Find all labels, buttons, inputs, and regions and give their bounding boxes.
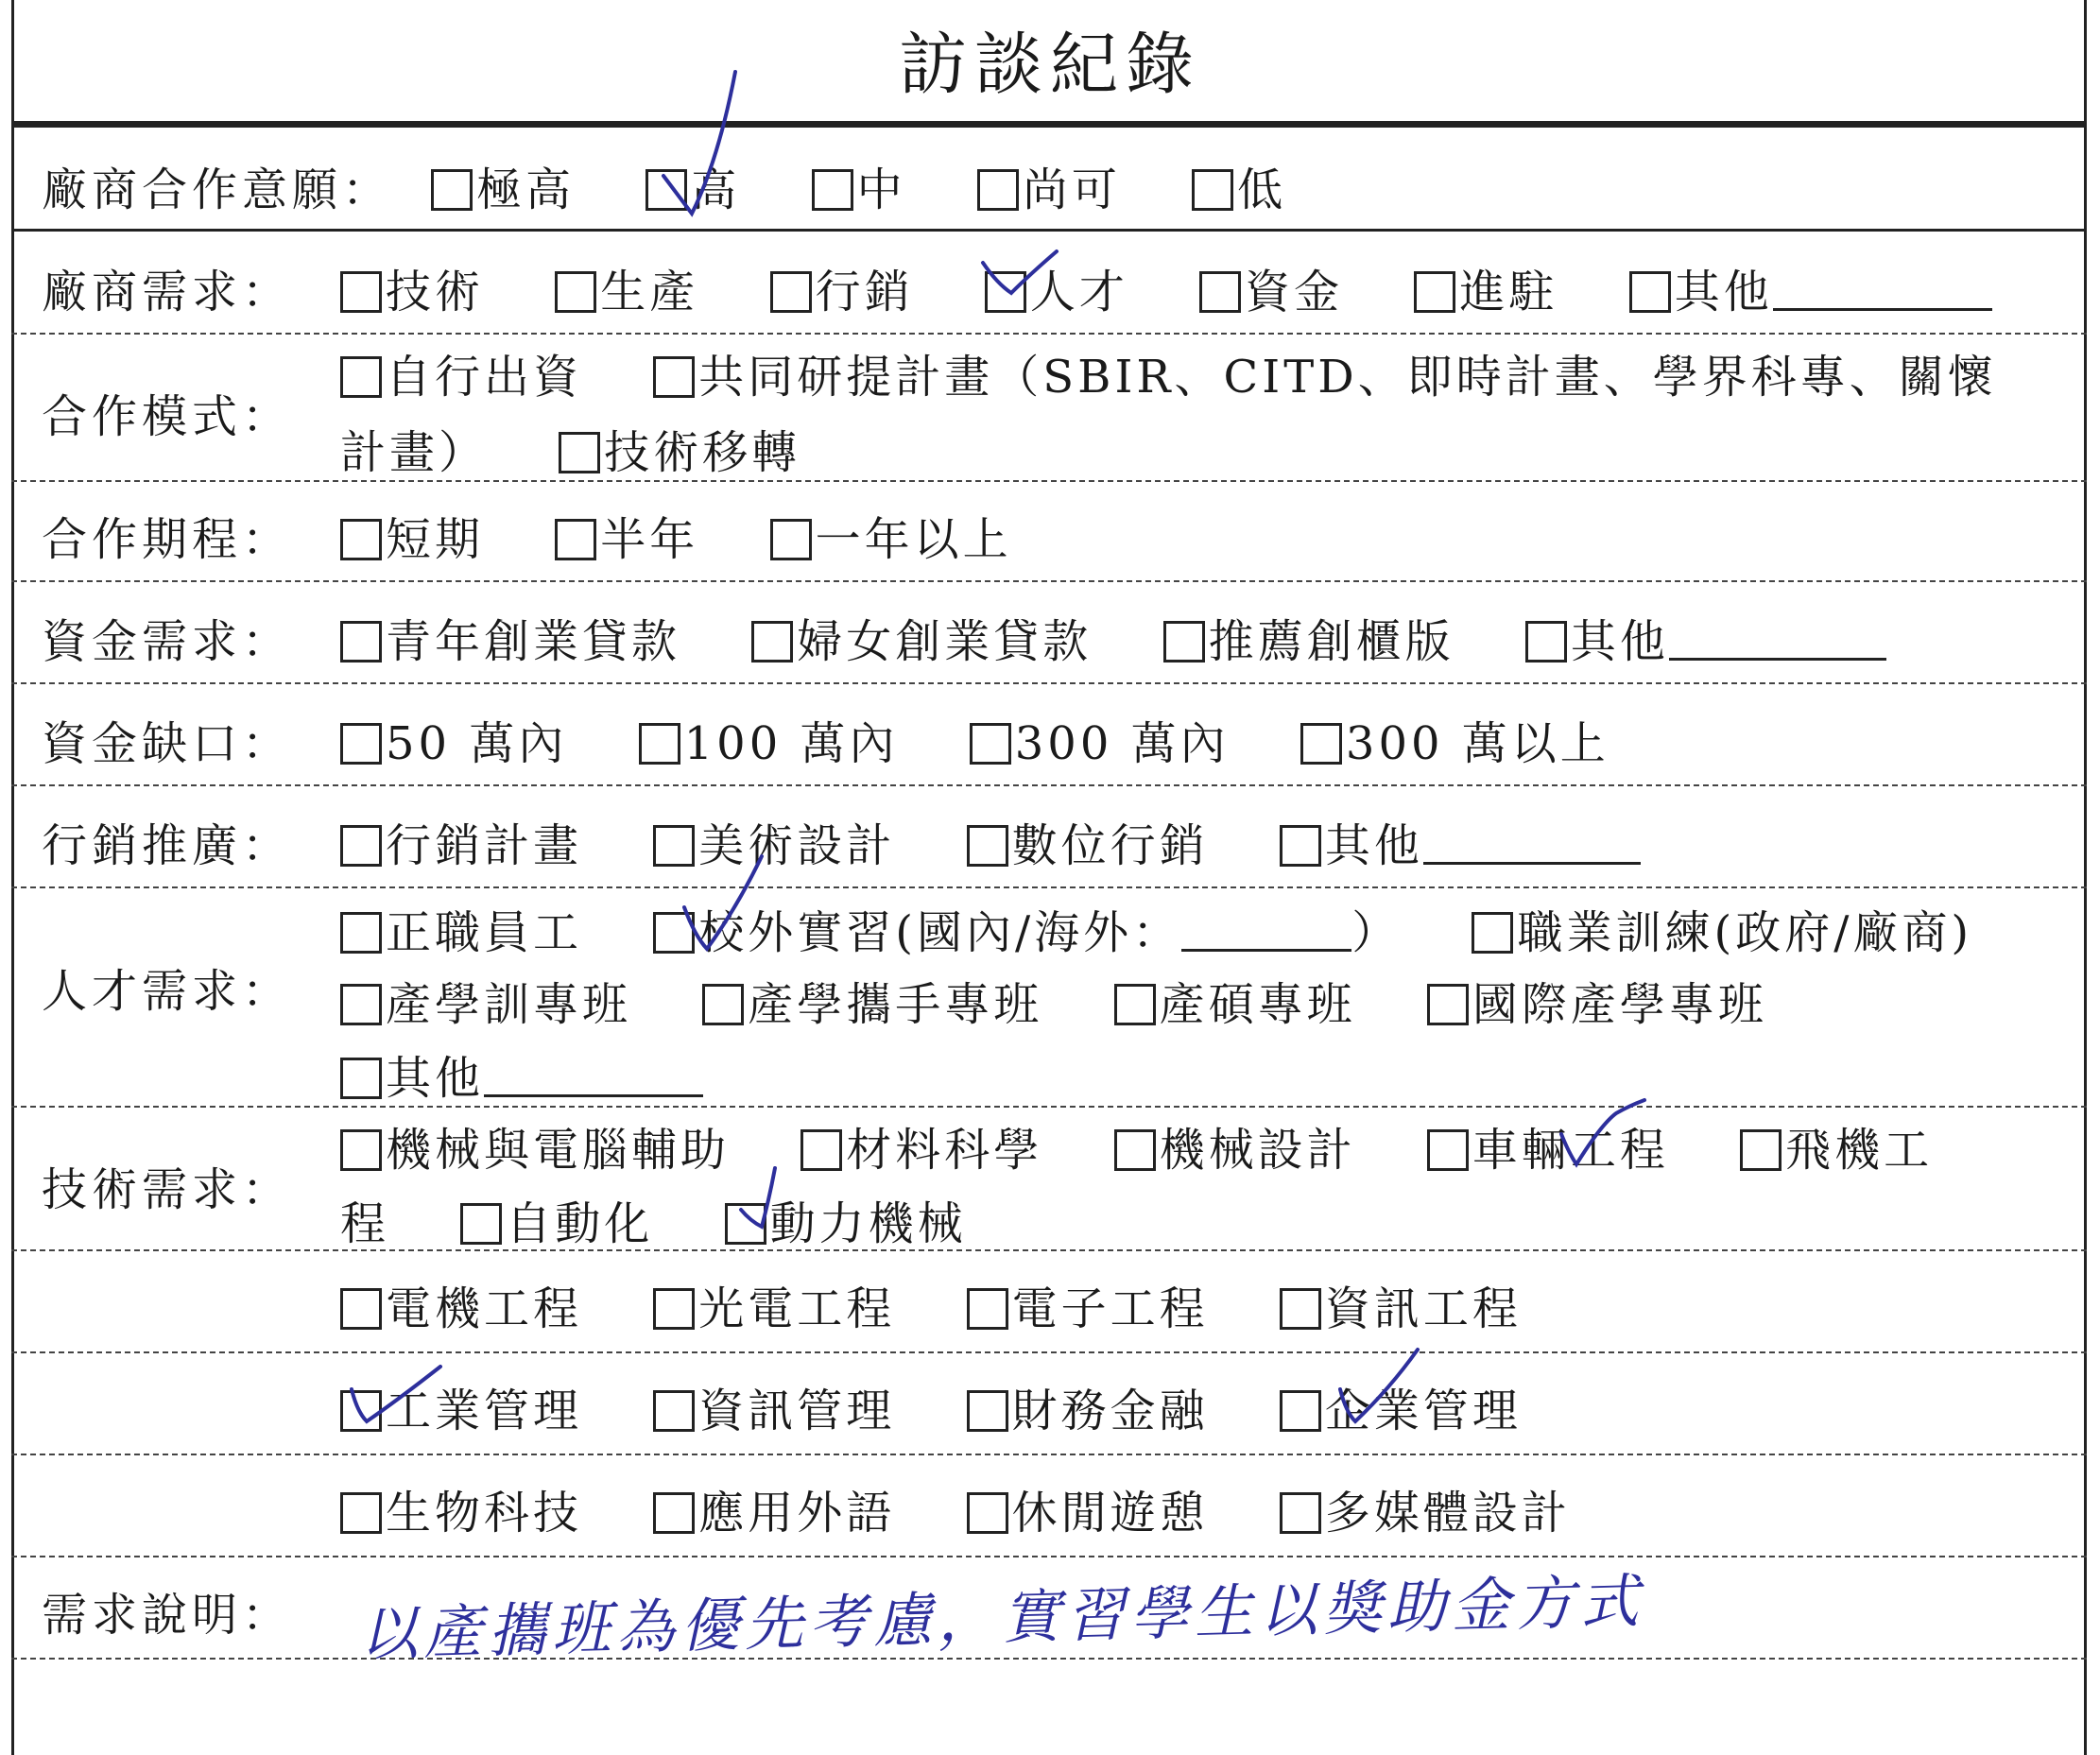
check-mark-business-management [1340,1350,1418,1421]
option-under-50[interactable]: 50 萬內 [340,707,567,772]
option-industrial-management[interactable]: 工業管理 [340,1374,582,1439]
option-other[interactable]: 其他 [1280,809,1641,874]
option-applied-foreign-languages[interactable]: 應用外語 [653,1476,895,1541]
option-other[interactable]: 其他 [340,1041,703,1107]
option-biotechnology[interactable]: 生物科技 [340,1476,582,1541]
option-electronic-engineering[interactable]: 電子工程 [967,1272,1209,1337]
option-under-300[interactable]: 300 萬內 [970,707,1230,772]
option-optoelectronic-engineering[interactable]: 光電工程 [653,1272,895,1337]
cooperation-willingness-label: 廠商合作意願： [42,163,393,216]
option-information-management[interactable]: 資訊管理 [653,1374,895,1439]
check-mark-internship [684,856,762,949]
option-industry-partner-class[interactable]: 產學攜手專班 [702,968,1042,1033]
form-title: 訪談紀錄 [898,25,1201,104]
option-digital-marketing[interactable]: 數位行銷 [967,809,1209,874]
option-international-class[interactable]: 國際產學專班 [1427,968,1767,1033]
option-over-300[interactable]: 300 萬以上 [1300,707,1609,772]
option-electrical-engineering[interactable]: 電機工程 [340,1272,582,1337]
option-finance[interactable]: 財務金融 [967,1374,1209,1439]
option-other[interactable]: 其他 [1525,605,1886,670]
option-power-machinery[interactable]: 動力機械 [725,1187,967,1252]
talent-needs-label: 人才需求： [42,965,293,1018]
option-art-design[interactable]: 美術設計 [653,809,895,874]
option-tech-transfer[interactable]: 技術移轉 [559,416,800,481]
option-over-one-year[interactable]: 一年以上 [770,503,1012,568]
cooperation-period-label: 合作期程： [42,513,293,566]
option-youth-startup-loan[interactable]: 青年創業貸款 [340,605,680,670]
option-women-startup-loan[interactable]: 婦女創業貸款 [751,605,1092,670]
option-full-time-staff[interactable]: 正職員工 [340,896,582,961]
option-high[interactable]: 高 [645,153,740,218]
option-marketing[interactable]: 行銷 [770,255,914,320]
funding-gap-label: 資金缺口： [42,717,293,770]
option-funding[interactable]: 資金 [1199,255,1343,320]
option-automation[interactable]: 自動化 [460,1187,653,1252]
option-joint-proposal[interactable]: 共同研提計畫（SBIR、CITD、即時計畫、學界科專、關懷 [653,340,1996,405]
option-information-engineering[interactable]: 資訊工程 [1280,1272,1522,1337]
option-technology[interactable]: 技術 [340,255,484,320]
option-industry-training-class[interactable]: 產學訓專班 [340,968,631,1033]
aircraft-engineering-continued: 程 [340,1197,390,1250]
requirement-note-label: 需求說明： [42,1589,293,1642]
option-external-internship[interactable]: 校外實習(國內/海外： ） [653,896,1401,961]
option-other[interactable]: 其他 [1629,255,1992,320]
marketing-label: 行銷推廣： [42,819,293,872]
option-mechanical-design[interactable]: 機械設計 [1114,1113,1356,1179]
option-production[interactable]: 生產 [555,255,698,320]
joint-proposal-continued: 計畫） [340,426,489,479]
option-industry-master-class[interactable]: 產碩專班 [1114,968,1356,1033]
check-mark-industrial-management [352,1367,440,1421]
check-mark-vehicle [1561,1100,1644,1164]
option-gisa-recommend[interactable]: 推薦創櫃版 [1163,605,1455,670]
option-self-funded[interactable]: 自行出資 [340,340,582,405]
option-settle-in[interactable]: 進駐 [1414,255,1558,320]
funding-needs-label: 資金需求： [42,615,293,668]
cooperation-mode-label: 合作模式： [42,390,293,443]
option-very-high[interactable]: 極高 [431,153,575,218]
option-half-year[interactable]: 半年 [555,503,698,568]
vendor-needs-label: 廠商需求： [42,266,293,318]
requirement-note-handwriting[interactable]: 以產攜班為優先考慮，實習學生以獎助金方式 [358,1566,1645,1669]
option-under-100[interactable]: 100 萬內 [639,707,899,772]
option-marketing-plan[interactable]: 行銷計畫 [340,809,582,874]
option-multimedia-design[interactable]: 多媒體設計 [1280,1476,1571,1541]
option-leisure-recreation[interactable]: 休閒遊憩 [967,1476,1209,1541]
option-short-term[interactable]: 短期 [340,503,484,568]
option-aircraft-engineering[interactable]: 飛機工 [1740,1113,1933,1179]
option-acceptable[interactable]: 尚可 [977,153,1121,218]
option-medium[interactable]: 中 [812,153,906,218]
option-talent[interactable]: 人才 [985,255,1128,320]
check-mark-high [663,72,735,214]
check-mark-power-machinery [741,1168,775,1227]
option-vehicle-engineering[interactable]: 車輛工程 [1427,1113,1669,1179]
option-materials-science[interactable]: 材料科學 [800,1113,1042,1179]
option-business-management[interactable]: 企業管理 [1280,1374,1522,1439]
option-mechanical-computer-aided[interactable]: 機械與電腦輔助 [340,1113,730,1179]
check-mark-talent [983,251,1057,293]
option-vocational-training[interactable]: 職業訓練(政府/廠商) [1472,896,1972,961]
tech-needs-label: 技術需求： [42,1163,293,1216]
option-low[interactable]: 低 [1192,153,1286,218]
